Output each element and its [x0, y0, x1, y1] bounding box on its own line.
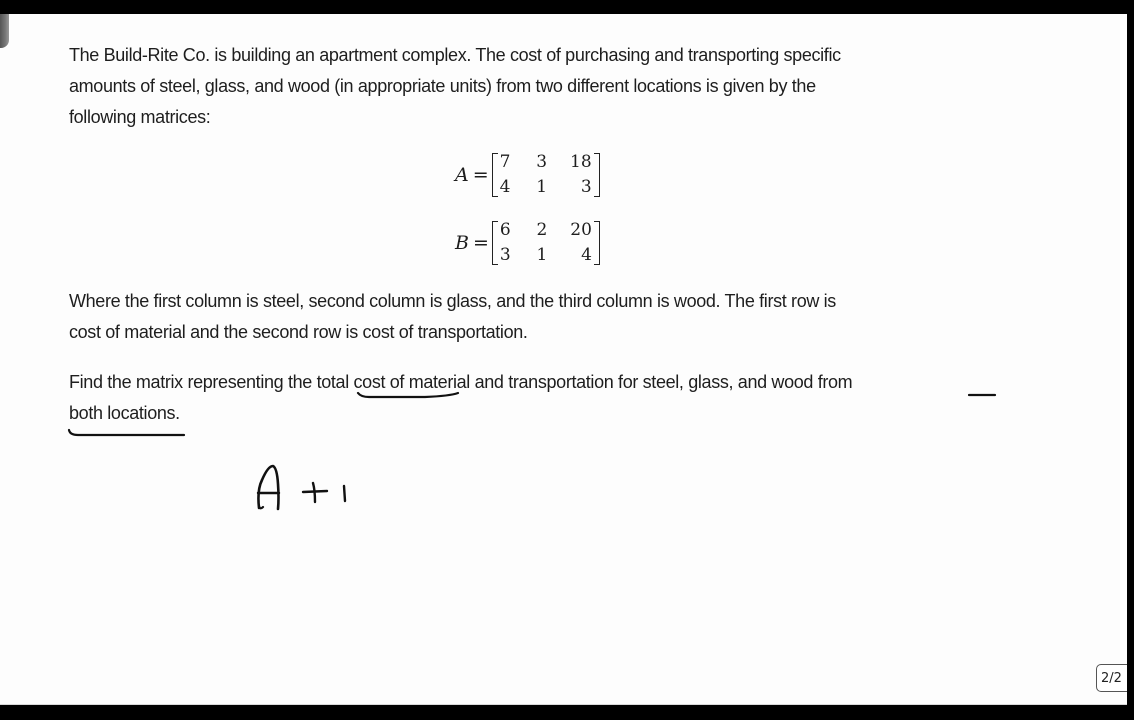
text-line: following matrices: [69, 107, 211, 127]
page-indicator: 2/2 [1096, 664, 1134, 692]
matrix-cell: 18 [570, 152, 592, 172]
matrix-cell: 2 [536, 220, 548, 240]
text-line: both locations. [69, 403, 180, 423]
matrix-cell: 3 [580, 177, 592, 197]
matrix-b-equation [455, 218, 600, 268]
text-line: Find the matrix representing the total cost of material and transportation for steel, glass, and wood from [69, 372, 853, 392]
matrix-b-label: B [455, 232, 469, 254]
right-frame-border [1127, 0, 1134, 720]
matrix-a-equation [455, 150, 600, 200]
matrix-cell: 1 [536, 177, 548, 197]
text-line: amounts of steel, glass, and wood (in appropriate units) from two different locations is given by the [69, 76, 816, 96]
matrix-cell: 3 [536, 152, 548, 172]
text-line: The Build-Rite Co. is building an apartment complex. The cost of purchasing and transporting specific [69, 45, 841, 65]
side-panel-handle[interactable] [0, 14, 9, 48]
matrix-cell: 1 [536, 245, 548, 265]
equals-sign: = [472, 164, 489, 186]
matrix-cell: 4 [499, 177, 511, 197]
equals-sign: = [472, 232, 489, 254]
matrix-explanation-paragraph [69, 286, 836, 348]
text-line: Where the first column is steel, second column is glass, and the third column is wood. The first row is [69, 291, 836, 311]
matrix-cell: 6 [499, 220, 511, 240]
matrix-a-body [492, 150, 600, 200]
text-line: cost of material and the second row is cost of transportation. [69, 322, 528, 342]
matrix-b-body [492, 218, 600, 268]
matrix-cell: 7 [499, 152, 511, 172]
matrix-cell: 20 [570, 220, 592, 240]
question-paragraph [69, 367, 852, 429]
matrix-cell: 4 [581, 245, 592, 265]
matrix-cell: 3 [499, 245, 511, 265]
matrix-a-label: A [455, 164, 469, 186]
problem-intro-paragraph [69, 40, 841, 133]
